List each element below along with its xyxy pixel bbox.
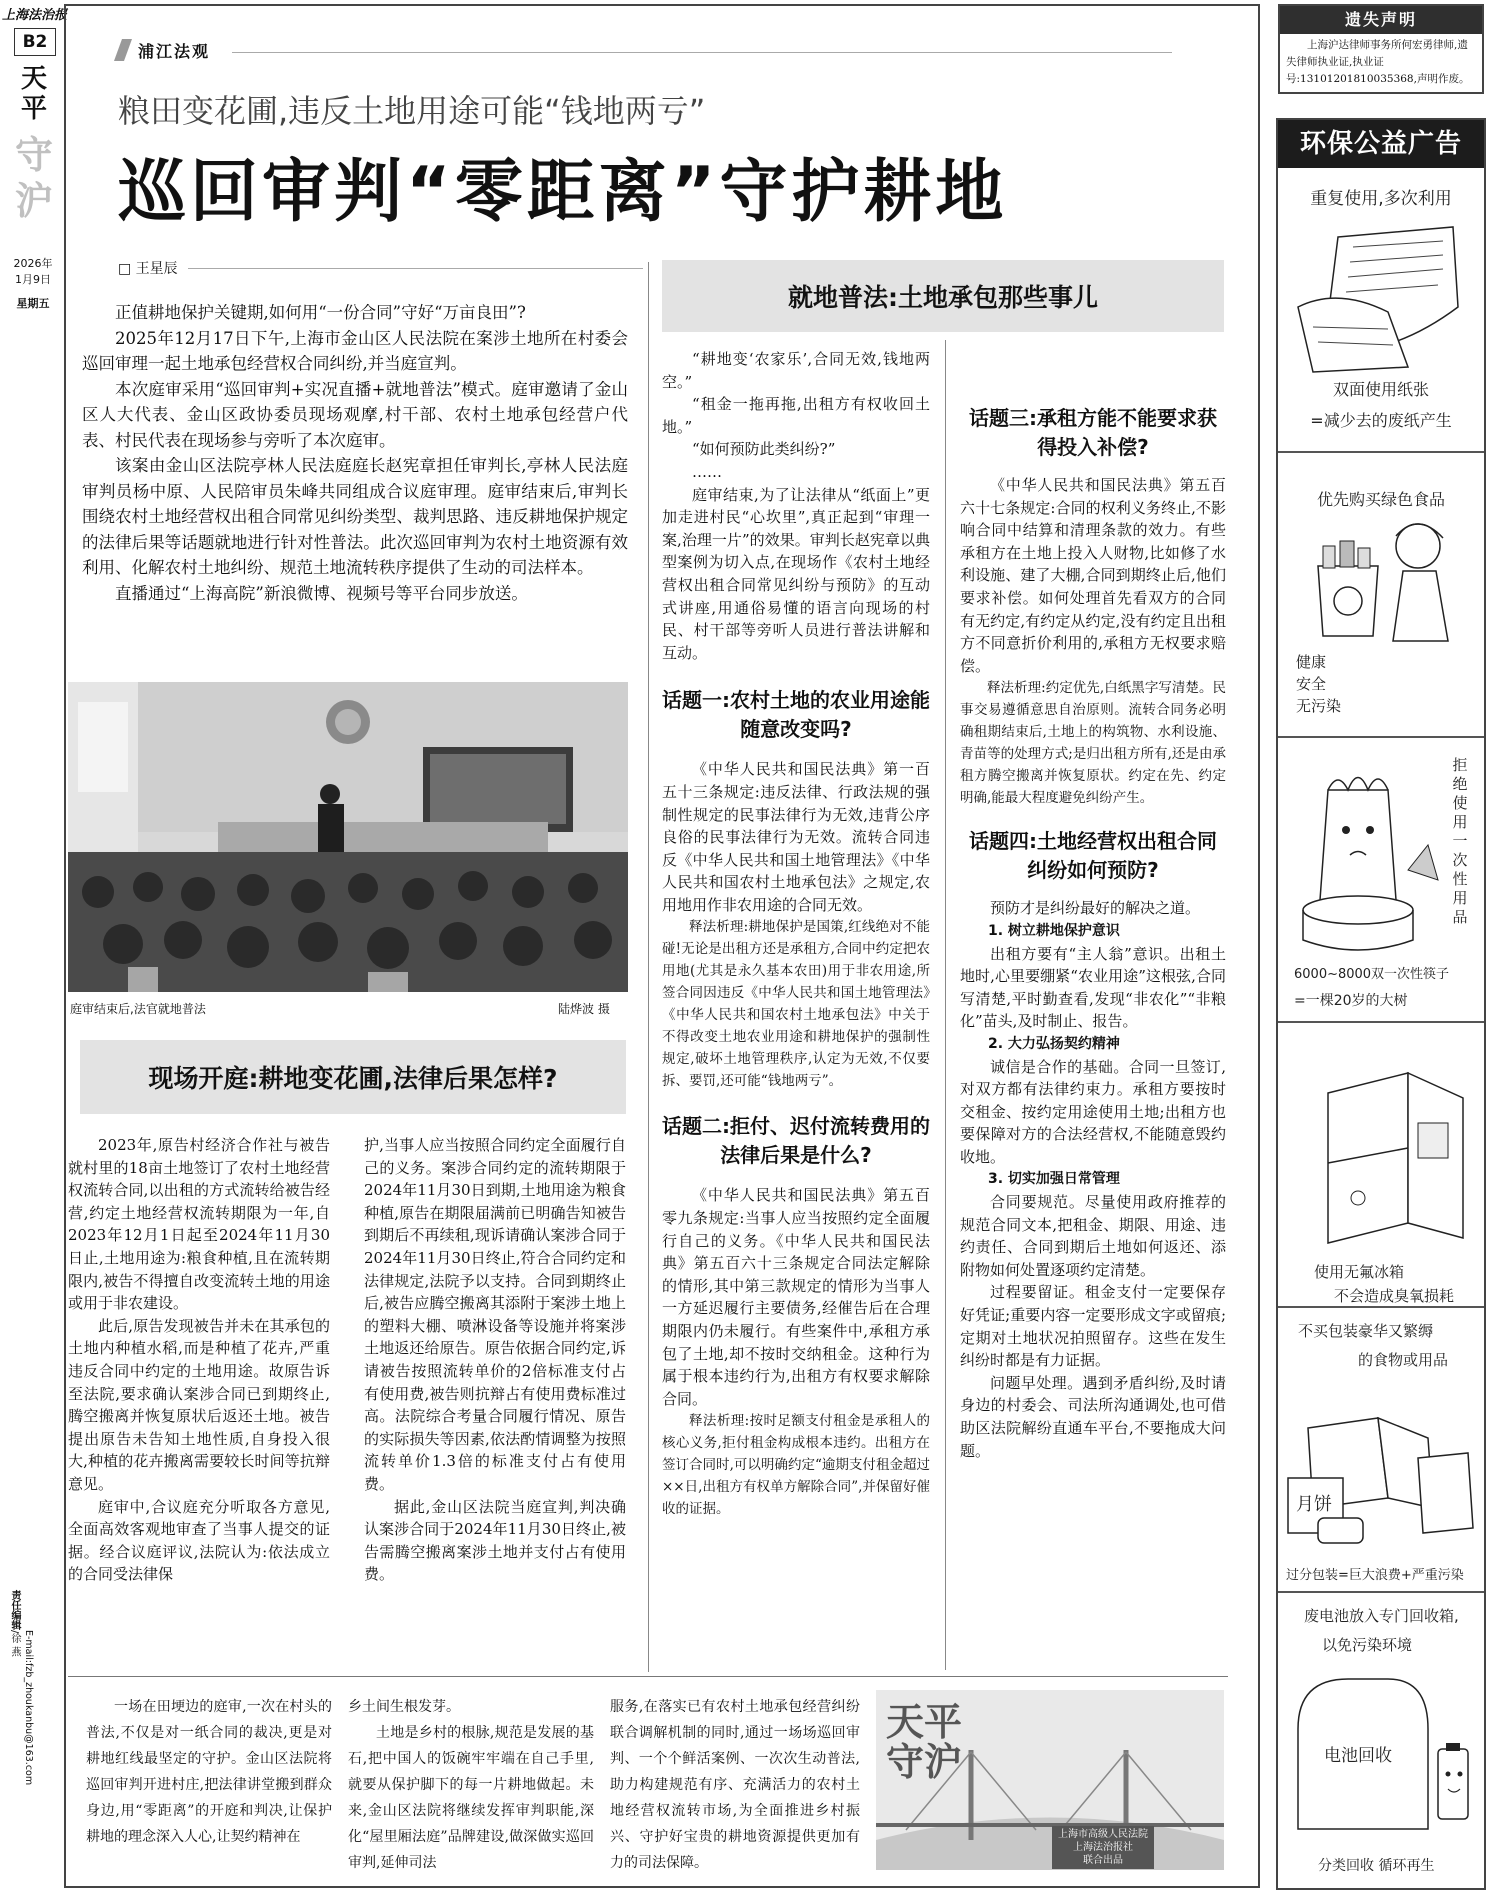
topic2-title: 话题二:拒付、迟付流转费用的法律后果是什么? bbox=[662, 1114, 930, 1168]
court-photo bbox=[68, 682, 628, 992]
photo-credit: 陆烨波 摄 bbox=[558, 1002, 610, 1016]
commentary-col3: 服务,在落实已有农村土地承包经营纠纷联合调解机制的同时,通过一场场巡回审判、一个个鲜活案例、一次次生动普法,助力构建规范有序、充满活力的农村土地经营权流转市场,为全面推进乡村振兴、守护好宝贵的耕地资源提供更加有力的司法保障。 bbox=[610, 1699, 860, 1871]
column-logo-title: 天平守沪 bbox=[886, 1700, 963, 1784]
page-number: B2 bbox=[22, 32, 48, 52]
topic4-title: 话题四:土地经营权出租合同纠纷如何预防? bbox=[969, 829, 1217, 883]
fridge-icon bbox=[1278, 1053, 1484, 1253]
section3-col3: “耕地变‘农家乐’,合同无效,钱地两空。” “租金一拖再拖,出租方有权收回土地。” “如何预防此类纠纷?” …… 庭审结束,为了让法律从“纸面上”更加走进村民“心坎里”,真正起到“审理一案,治理一片”的效果。审判长赵宪章以典型案例为切入点,在现场作《农村土地经营权出租合同常见纠纷与预防》的互动式讲座,用通俗易懂的语言向现场的村民、村干部等旁听人员进行普法讲解和互动。 话题一:农村土地的农业用途能随意改变吗? 《中华人民共和国民法典》第一百五十三条规定:违反法律、行政法规的强制性规定的民事法律行为无效,违背公序良俗的民事法律行为无效。流转合同违反《中华人民共和国土地管理法》《中华人民共和国农村土地承包法》之规定,农用地用作非农用途的合同无效。 释法析理:耕地保护是国策,红线绝对不能碰!无论是出租方还是承租方,合同中约定把农用地(尤其是永久基本农田)用于非农用途,所签合同因违反《中华人民共和国土地管理法》《中华人民共和国农村土地承包法》中关于不得改变土地农业用途和耕地保护的强制性规定,破坏土地管理秩序,认定为无效,不仅要拆、要罚,还可能“钱地两亏”。 话题二:拒付、迟付流转费用的法律后果是什么? 《中华人民共和国民法典》第五百零九条规定:当事人应当按照约定全面履行自己的义务。《中华人民共和国民法典》第五百六十三条规定合同法定解除的情形,其中第三款规定的情形为当事人一方延迟履行主要债务,经催告后在合理期限内仍未履行。有些案件中,承租方承包了土地,却不按时交纳租金。这种行为属于根本违约行为,出租方有权要求解除合同。 释法析理:按时足额支付租金是承租人的核心义务,拒付租金构成根本违约。出租方在签订合同时,可以明确约定“逾期支付租金超过××日,出租方有权单方解除合同”,并保留好催收的证据。 bbox=[662, 350, 930, 1518]
section3-title: 就地普法:土地承包那些事儿 bbox=[788, 283, 1098, 312]
page-number-box bbox=[14, 28, 56, 56]
ad-title: 环保公益广告 bbox=[1278, 120, 1484, 168]
section3-title-box bbox=[662, 260, 1224, 332]
notice-body: 上海沪达律师事务所何宏勇律师,遗失律师执业证,执业证号:13101201810035368,声明作废。 bbox=[1286, 39, 1470, 85]
section3-col4: 话题三:承租方能不能要求获得投入补偿? 《中华人民共和国民法典》第五百六十七条规定:合同的权利义务终止,不影响合同中结算和清理条款的效力。有些承租方在土地上投入人财物,比如修了水利设施、建了大棚,合同到期终止后,他们要求补偿。如何处理首先看双方的合同有无约定,有约定从约定,没有约定且出租方不同意折价利用的,承租方无权要求赔偿。 释法析理:约定优先,白纸黑字写清楚。民事交易遵循意思自治原则。流转合同务必明确租期结束后,土地上的构筑物、水利设施、青苗等的处理方式;是归出租方所有,还是由承租方腾空搬离并恢复原状。约定在先、约定明确,能最大程度避免纠纷产生。 话题四:土地经营权出租合同纠纷如何预防? 预防才是纠纷最好的解决之道。 1. 树立耕地保护意识 出租方要有“主人翁”意识。出租土地时,心里要绷紧“农业用途”这根弦,合同写清楚,平时勤查看,发现“非农化”“非粮化”苗头,及时制止、报告。 2. 大力弘扬契约精神 诚信是合作的基础。合同一旦签订,对双方都有法律约束力。承租方要按时交租金、按约定用途使用土地;出租方也要保障对方的合法经营权,不能随意毁约收地。 3. 切实加强日常管理 合同要规范。尽量使用政府推荐的规范合同文本,把租金、期限、用途、违约责任、合同到期后土地如何返还、添附物如何处置逐项约定清楚。 过程要留证。租金支付一定要保存好凭证;重要内容一定要形成文字或留痕;定期对土地状况拍照留存。这些在发生纠纷时都是有力证据。 问题早处理。遇到矛盾纠纷,及时请身边的村委会、司法所沟通调处,也可借助区法院解纷直通车平台,不要拖成大问题。 bbox=[960, 406, 1226, 1460]
photo-caption: 庭审结束后,法官就地普法 bbox=[70, 1002, 206, 1016]
lost-notice bbox=[1278, 4, 1484, 94]
notice-title: 遗失声明 bbox=[1280, 6, 1482, 34]
column-logo-box bbox=[876, 1690, 1224, 1870]
section-label: 浦江法观 bbox=[118, 36, 210, 64]
ad-item-battery: 废电池放入专门回收箱, 以免污染环境 电池回收 分类回收 循环再生 bbox=[1278, 1593, 1484, 1886]
gift-boxes-icon bbox=[1278, 1378, 1484, 1548]
byline: □ 王星辰 bbox=[118, 261, 178, 277]
editor-email: E-mail:fzb_zhoukanbu@163.com bbox=[23, 1630, 34, 1786]
newspaper-logo: 上海法治报 bbox=[2, 8, 68, 23]
section2-title: 现场开庭:耕地变花圃,法律后果怎样? bbox=[148, 1064, 558, 1093]
ad-item-packaging: 不买包装豪华又繁缛 的食物或用品 月饼 过分包装=巨大浪费+严重污染 bbox=[1278, 1308, 1484, 1593]
section2-col2: 护,当事人应当按照合同约定全面履行自己的义务。案涉合同约定的流转期限于2024年11月30日到期,土地用途为粮食种植,原告在期限届满前已明确告知被告到期后不再续租,现诉请确认案涉合同于2024年11月30日终止,符合合同约定和法律规定,法院予以支持。合同到期终止后,被告应腾空搬离其添附于案涉土地上的塑料大棚、喷淋设备等设施并将案涉土地返还给原告。原告依据合同约定,诉请被告按照流转单价的2倍标准支付占有使用费,被告则抗辩占有使用费标准过高。法院综合考量合同履行情况、原告的实际损失等因素,依法酌情调整为按照流转单价1.3倍的标准支付占有使用费。 据此,金山区法院当庭宣判,判决确认案涉合同于2024年11月30日终止,被告需腾空搬离案涉土地并支付占有使用费。 bbox=[364, 1136, 626, 1584]
logo-org-box: 上海市高级人民法院 上海法治报社 联合出品 bbox=[1052, 1826, 1154, 1869]
shopping-girl-icon bbox=[1278, 516, 1484, 656]
section2-col1: 2023年,原告村经济合作社与被告就村里的18亩土地签订了农村土地经营权流转合同,以出租的方式流转给被告经营,约定土地经营权流转期限为一年,自2023年12月1日起至2024年11月30日止,土地用途为:粮食种植,且在流转期限内,被告不得擅自改变流转土地的用途或用于非农建设。 此后,原告发现被告并未在其承包的土地内种植水稻,而是种植了花卉,严重违反合同中约定的土地用途。故原告诉至法院,要求确认案涉合同已到期终止,腾空搬离并恢复原状后返还土地。被告提出原告未告知土地性质,自身投入很大,种植的花卉搬离需要较长时间等抗辩意见。 庭审中,合议庭充分听取各方意见,全面高效客观地审查了当事人提交的证据。经合议庭评议,法院认为:依法成立的合同受法律保 bbox=[68, 1136, 330, 1584]
commentary-col1: 一场在田埂边的庭审,一次在村头的普法,不仅是对一纸合同的裁决,更是对耕地红线最坚定的守护。金山区法院将巡回审判开进村庄,把法律讲堂搬到群众身边,用“零距离”的开庭和判决,让保护耕地的理念深入人心,让契约精神在 bbox=[86, 1699, 332, 1845]
commentary-col2: 乡土间生根发芽。 土地是乡村的根脉,规范是发展的基石,把中国人的饭碗牢牢端在自己手里,就要从保护脚下的每一片耕地做起。未来,金山区法院将继续发挥审判职能,深化“屋里厢法庭”品牌建设,做深做实巡回审判,延伸司法 bbox=[348, 1699, 594, 1871]
left-strip bbox=[0, 0, 68, 1895]
section2-title-box bbox=[80, 1040, 626, 1114]
editor-credit: 责任编辑/徐 燕 bbox=[9, 1590, 20, 1657]
column-name: 天 平 守 沪 bbox=[14, 64, 53, 223]
topic1-title: 话题一:农村土地的农业用途能随意改变吗? bbox=[662, 688, 930, 742]
ad-item-green-food: 优先购买绿色食品 健康 安全 无污染 bbox=[1278, 453, 1484, 738]
ad-item-fridge: 使用无氟冰箱 不会造成臭氧损耗 bbox=[1278, 1023, 1484, 1308]
ad-item-disposable: 拒 绝 使 用 一 次 性 用 品 6000~8000双一次性筷子 =一棵20岁的大树 bbox=[1278, 738, 1484, 1023]
lead-text: 正值耕地保护关键期,如何用“一份合同”守好“万亩良田”? 2025年12月17日下午,上海市金山区人民法院在案涉土地所在村委会巡回审理一起土地承包经营权合同纠纷,并当庭宣判。 本次庭审采用“巡回审判+实况直播+就地普法”模式。庭审邀请了金山区人大代表、金山区政协委员现场观摩,村干部、农村土地承包经营户代表、村民代表在现场参与旁听了本次庭审。 该案由金山区法院亭林人民法庭庭长赵宪章担任审判长,亭林人民法庭审判员杨中原、人民陪审员朱峰共同组成合议庭审理。庭审结束后,审判长围绕农村土地经营权出租合同常见纠纷类型、裁判思路、违反耕地保护规定的法律后果等话题就地进行针对性普法。此次巡回审判为农村土地资源有效利用、化解农村土地纠纷、规范土地流转秩序提供了生动的司法样本。 直播通过“上海高院”新浪微博、视频号等平台同步放送。 bbox=[82, 303, 628, 603]
kicker-headline: 粮田变花圃,违反土地用途可能“钱地两亏” bbox=[118, 92, 706, 130]
ad-item-paper: 重复使用,多次利用 双面使用纸张 =减少去的废纸产生 bbox=[1278, 168, 1484, 453]
main-headline: 巡回审判“零距离”守护耕地 bbox=[118, 153, 1008, 232]
issue-date: 2026年 1月9日 星期五 bbox=[13, 257, 53, 310]
topic3-title: 话题三:承租方能不能要求获得投入补偿? bbox=[969, 406, 1217, 459]
paper-sheets-icon bbox=[1278, 217, 1484, 377]
